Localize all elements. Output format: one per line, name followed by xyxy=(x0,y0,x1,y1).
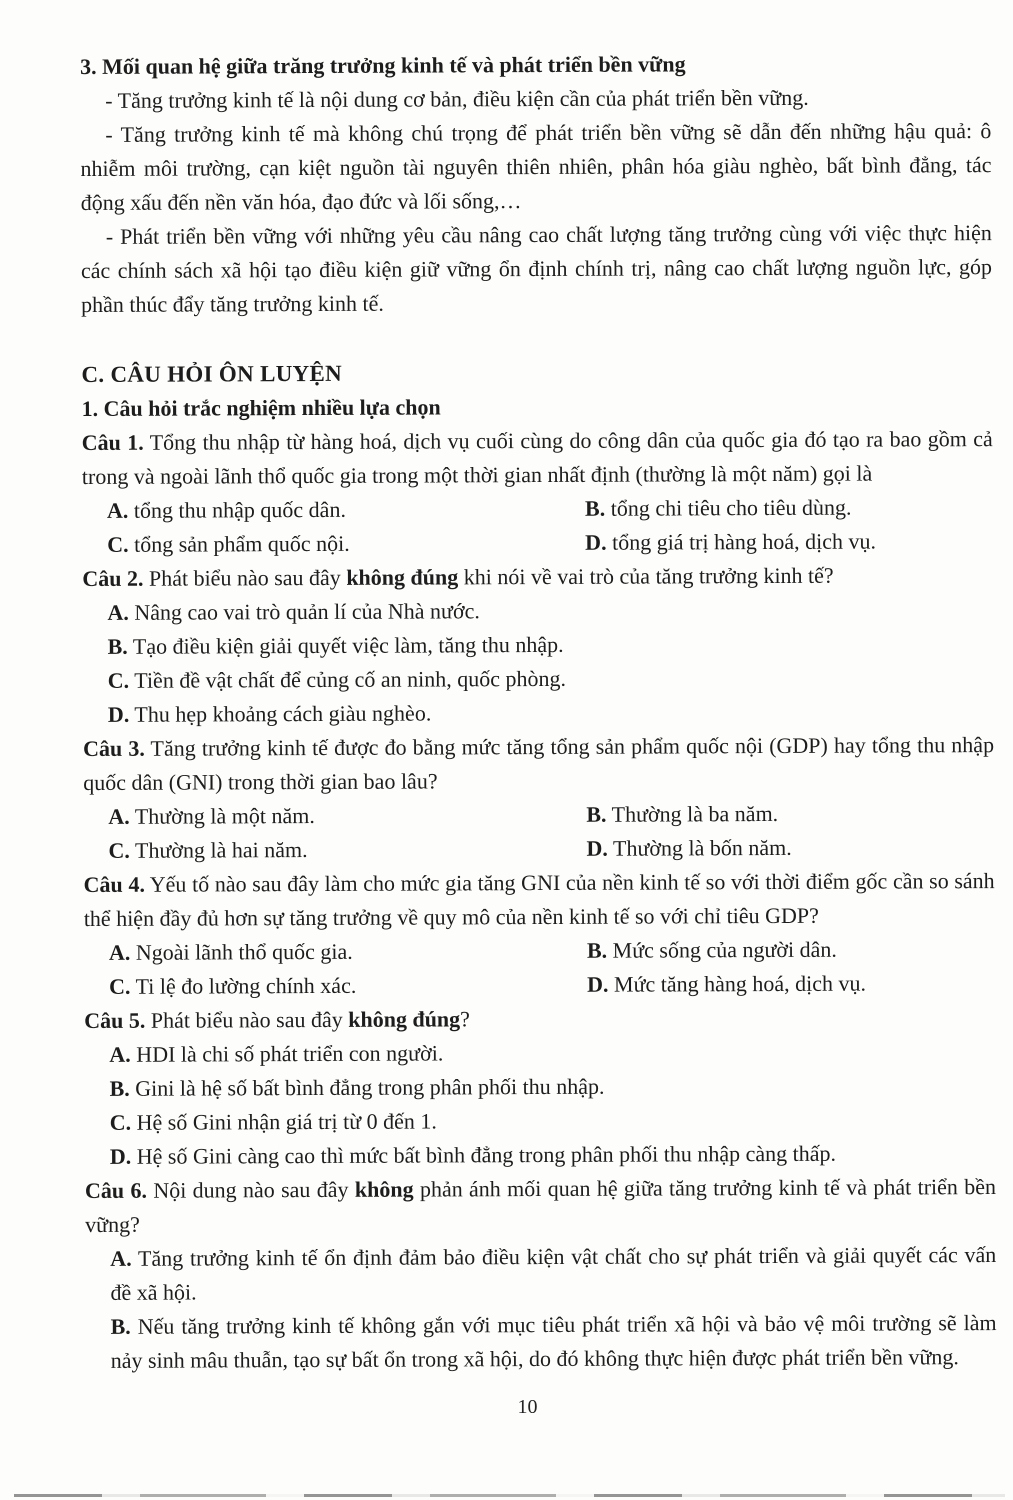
option-c xyxy=(83,660,994,698)
option-d xyxy=(561,830,994,866)
question-5 xyxy=(84,1000,996,1174)
page-number: 10 xyxy=(517,1396,538,1418)
paragraph: - Tăng trưởng kinh tế là nội dung cơ bản, điều kiện cần của phát triển bền vững. xyxy=(105,84,809,113)
option-key: D. xyxy=(109,1143,132,1169)
option-a xyxy=(84,934,562,970)
option-a xyxy=(83,798,561,834)
question-label: Câu 1. xyxy=(81,429,144,455)
option-a xyxy=(85,1238,996,1310)
options-list xyxy=(83,796,994,868)
option-text: Thường là bốn năm. xyxy=(607,834,792,861)
options-list xyxy=(84,932,995,1004)
question-text xyxy=(84,1000,995,1038)
option-b xyxy=(562,932,995,968)
option-b xyxy=(83,626,994,664)
option-text: Tiền đề vật chất để củng cố an ninh, quốc phòng. xyxy=(129,665,567,693)
options-list xyxy=(82,490,993,562)
question-2 xyxy=(82,558,994,732)
review-subheading: 1. Câu hỏi trắc nghiệm nhiều lựa chọn xyxy=(81,394,441,421)
option-key: C. xyxy=(109,973,131,999)
option-text: HDI là chi số phát triển con người. xyxy=(130,1040,444,1067)
question-pre: Tổng thu nhập từ hàng hoá, dịch vụ cuối cùng do công dân của quốc gia đó tạo ra bao gồm cả trong và ngoài lãnh thổ quốc gia trong một thời gian nhất định (thường là một năm) gọi là xyxy=(81,426,993,489)
question-pre: Phát biểu nào sau đây xyxy=(143,564,347,591)
question-text xyxy=(82,422,993,494)
review-heading: C. CÂU HỎI ÔN LUYỆN xyxy=(81,360,343,387)
option-key: A. xyxy=(108,939,131,965)
option-key: D. xyxy=(586,835,608,861)
question-3 xyxy=(83,728,995,868)
option-key: B. xyxy=(110,1313,131,1339)
question-pre: Tăng trưởng kinh tế được đo bằng mức tăng tổng sản phẩm quốc nội (GDP) hay tổng thu nhập quốc dân (GNI) trong thời gian bao lâu? xyxy=(83,732,995,795)
question-pre: Phát biểu nào sau đây xyxy=(145,1006,349,1033)
paragraph: - Tăng trưởng kinh tế mà không chú trọng để phát triển bền vững sẽ dẫn đến những hậu quả: ô nhiễm môi trường, cạn kiệt nguồn tài nguyên thiên nhiên, phân hóa giàu nghèo, bất bình đẳng, tác động xấu đến nền văn hóa, đạo đức và lối sống,… xyxy=(80,118,992,215)
option-text: Mức sống của người dân. xyxy=(607,936,837,963)
question-label: Câu 6. xyxy=(84,1177,147,1203)
option-key: A. xyxy=(109,1041,131,1067)
option-key: B. xyxy=(107,633,128,659)
option-key: D. xyxy=(587,971,609,997)
question-emphasis: không đúng xyxy=(348,1006,461,1032)
option-text: Hệ số Gini càng cao thì mức bất bình đẳng trong phân phối thu nhập càng thấp. xyxy=(131,1140,837,1169)
question-1 xyxy=(82,422,994,562)
options-list xyxy=(84,1034,996,1174)
option-a xyxy=(82,492,560,528)
question-4 xyxy=(84,864,996,1004)
question-post: phản ánh mối quan hệ giữa tăng trưởng kinh tế và phát triển bền vững? xyxy=(85,1174,997,1237)
option-a xyxy=(82,592,993,630)
options-list xyxy=(82,592,994,732)
option-text: tổng giá trị hàng hoá, dịch vụ. xyxy=(606,528,877,555)
option-text: Ti lệ đo lường chính xác. xyxy=(130,972,357,999)
option-d xyxy=(562,966,995,1002)
option-key: B. xyxy=(586,801,607,827)
scan-edge-line xyxy=(14,1494,1005,1497)
option-c xyxy=(82,526,560,562)
option-text: Hệ số Gini nhận giá trị từ 0 đến 1. xyxy=(131,1108,437,1135)
question-label: Câu 4. xyxy=(83,871,145,897)
question-pre: Nội dung nào sau đây xyxy=(146,1176,355,1203)
option-text: Gini là hệ số bất bình đẳng trong phân phối thu nhập. xyxy=(129,1073,605,1101)
option-key: D. xyxy=(107,701,130,727)
question-label: Câu 5. xyxy=(84,1007,146,1033)
options-list xyxy=(85,1238,997,1378)
option-d xyxy=(83,694,994,732)
question-label: Câu 2. xyxy=(82,565,144,591)
option-c xyxy=(85,1102,996,1140)
option-text: Tăng trưởng kinh tế ổn định đảm bảo điều kiện vật chất cho sự phát triển và giải quyết các vấn đề xã hội. xyxy=(110,1242,997,1305)
option-text: Thường là ba năm. xyxy=(606,800,779,827)
option-b xyxy=(84,1068,995,1106)
option-key: A. xyxy=(107,599,129,625)
option-key: C. xyxy=(109,1109,132,1135)
option-text: tổng sản phẩm quốc nội. xyxy=(128,530,350,557)
option-d xyxy=(85,1136,996,1174)
option-text: Mức tăng hàng hoá, dịch vụ. xyxy=(608,970,867,997)
option-key: B. xyxy=(584,495,606,521)
option-key: C. xyxy=(107,667,130,693)
option-key: B. xyxy=(109,1075,130,1101)
question-text xyxy=(83,728,994,800)
question-pre: Yếu tố nào sau đây làm cho mức gia tăng GNI của nền kinh tế so với thời điểm gốc cần so sánh thể hiện đầy đủ hơn sự tăng trưởng về quy mô của nền kinh tế so với chỉ tiêu GDP? xyxy=(83,868,995,931)
option-key: A. xyxy=(108,803,130,829)
option-text: Ngoài lãnh thổ quốc gia. xyxy=(130,938,353,965)
question-post: khi nói về vai trò của tăng trưởng kinh tế? xyxy=(458,562,834,590)
option-key: B. xyxy=(586,937,608,963)
option-text: Thường là một năm. xyxy=(129,802,315,829)
option-text: Tạo điều kiện giải quyết việc làm, tăng thu nhập. xyxy=(127,631,564,659)
option-key: A. xyxy=(110,1245,132,1271)
option-key: C. xyxy=(108,837,130,863)
option-a xyxy=(84,1034,995,1072)
page-content xyxy=(80,46,997,1378)
option-key: D. xyxy=(585,529,607,555)
option-text: tổng thu nhập quốc dân. xyxy=(128,496,346,523)
question-6 xyxy=(85,1170,997,1378)
question-emphasis: không đúng xyxy=(346,564,459,590)
section-heading: 3. Mối quan hệ giữa trăng trưởng kinh tế và phát triển bền vững xyxy=(80,51,686,79)
option-c xyxy=(84,968,562,1004)
option-text: Thường là hai năm. xyxy=(129,837,308,863)
option-key: A. xyxy=(106,497,129,523)
option-text: tổng chi tiêu cho tiêu dùng. xyxy=(605,494,852,521)
question-label: Câu 3. xyxy=(82,735,145,761)
option-b xyxy=(560,490,993,526)
option-c xyxy=(83,832,561,868)
option-text: Thu hẹp khoảng cách giàu nghèo. xyxy=(129,700,432,727)
option-text: Nếu tăng trưởng kinh tế không gắn với mục tiêu phát triển xã hội và bảo vệ môi trường sẽ làm nảy sinh mâu thuẫn, tạo sự bất ổn trong xã hội, do đó không thực hiện được phát triển bền vững. xyxy=(110,1310,997,1373)
question-emphasis: không xyxy=(354,1176,414,1202)
paragraph: - Phát triển bền vững với những yêu cầu nâng cao chất lượng tăng trưởng cùng với việc thực hiện các chính sách xã hội tạo điều kiện giữ vững ổn định chính trị, nâng cao chất lượng nguồn lực, góp phần thúc đẩy tăng trưởng kinh tế. xyxy=(80,220,993,317)
question-text xyxy=(85,1170,996,1242)
question-text xyxy=(82,558,993,596)
option-text: Nâng cao vai trò quản lí của Nhà nước. xyxy=(128,598,480,625)
question-post: ? xyxy=(460,1006,470,1032)
question-text xyxy=(84,864,995,936)
option-d xyxy=(560,524,993,560)
option-b xyxy=(85,1306,996,1378)
option-key: C. xyxy=(107,531,129,557)
option-b xyxy=(561,796,994,832)
